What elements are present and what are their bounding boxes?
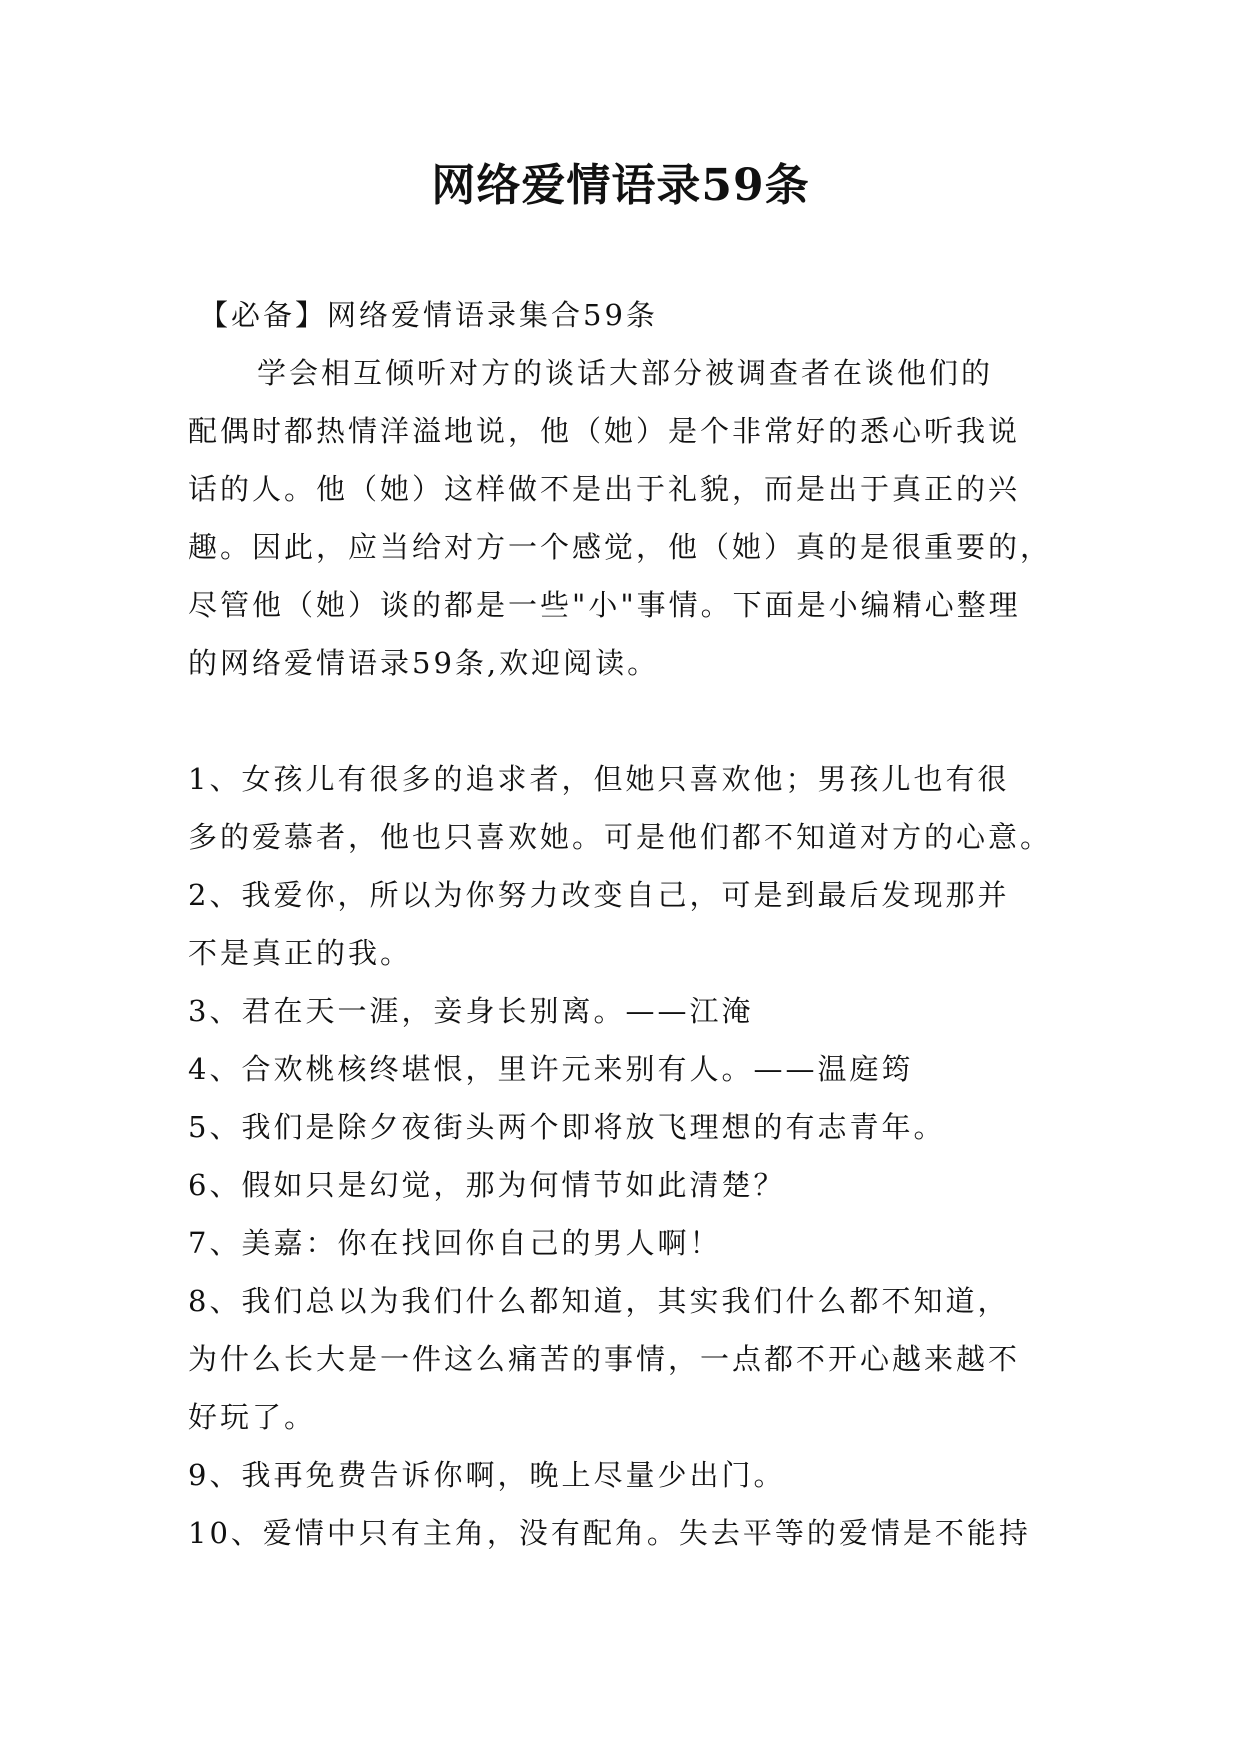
quote-line: 8、我们总以为我们什么都知道，其实我们什么都不知道， (188, 1284, 1010, 1318)
document-body (188, 286, 1054, 1562)
intro-line: 学会相互倾听对方的谈话大部分被调查者在谈他们的 (257, 356, 994, 390)
quote-line: 2、我爱你，所以为你努力改变自己，可是到最后发现那并 (188, 878, 1010, 912)
quote-line: 4、合欢桃核终堪恨，里许元来别有人。——温庭筠 (188, 1052, 914, 1086)
quote-line: 7、美嘉：你在找回你自己的男人啊！ (188, 1226, 722, 1260)
intro-line: 趣。因此，应当给对方一个感觉，他（她）真的是很重要的， (188, 530, 1053, 564)
paragraph-gap (188, 692, 1054, 750)
intro-line: 尽管他（她）谈的都是一些"小"事情。下面是小编精心整理 (188, 588, 1021, 622)
document-subtitle: 【必备】网络爱情语录集合59条 (199, 298, 658, 332)
quote-line: 5、我们是除夕夜街头两个即将放飞理想的有志青年。 (188, 1110, 946, 1144)
quote-line: 多的爱慕者，他也只喜欢她。可是他们都不知道对方的心意。 (188, 820, 1053, 854)
quote-line: 1、女孩儿有很多的追求者，但她只喜欢他；男孩儿也有很 (188, 762, 1010, 796)
document-title: 网络爱情语录59条 (431, 160, 810, 211)
intro-line: 配偶时都热情洋溢地说，他（她）是个非常好的悉心听我说 (188, 414, 1021, 448)
quote-line: 3、君在天一涯，妾身长别离。——江淹 (188, 994, 754, 1028)
quote-list (188, 750, 1054, 1562)
quote-line: 10、爱情中只有主角，没有配角。失去平等的爱情是不能持 (188, 1516, 1031, 1550)
intro-line: 话的人。他（她）这样做不是出于礼貌，而是出于真正的兴 (188, 472, 1021, 506)
quote-line: 9、我再免费告诉你啊，晚上尽量少出门。 (188, 1458, 786, 1492)
intro-paragraph (188, 344, 1054, 692)
quote-line: 6、假如只是幻觉，那为何情节如此清楚？ (188, 1168, 786, 1202)
quote-line: 好玩了。 (188, 1400, 317, 1434)
quote-line: 不是真正的我。 (188, 936, 413, 970)
intro-line: 的网络爱情语录59条,欢迎阅读。 (188, 646, 660, 680)
quote-line: 为什么长大是一件这么痛苦的事情，一点都不开心越来越不 (188, 1342, 1021, 1376)
